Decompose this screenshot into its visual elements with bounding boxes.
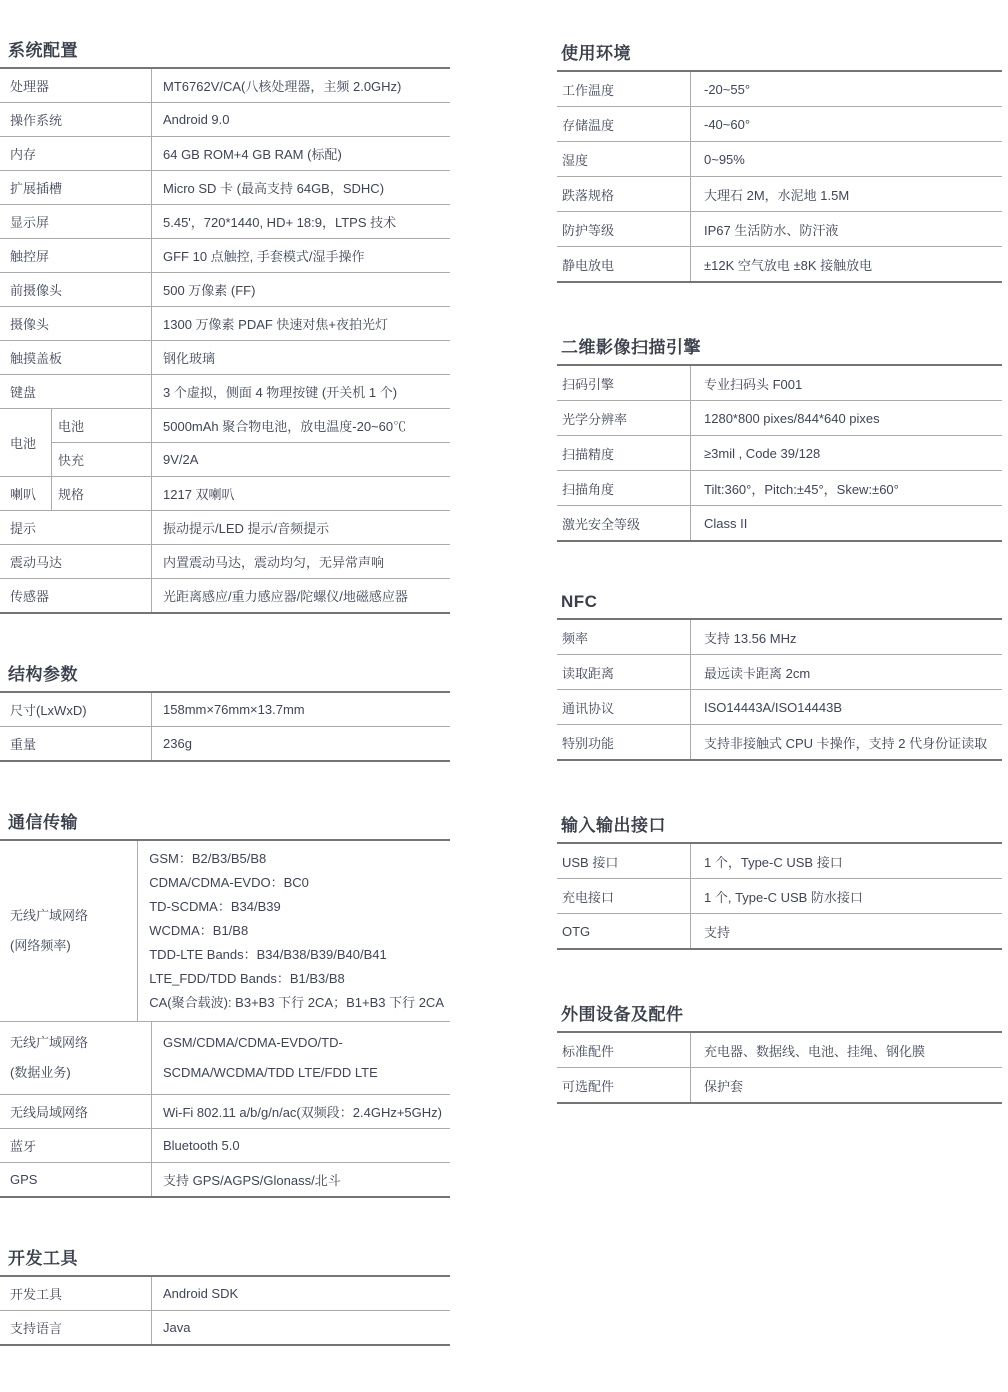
- spec-label: 触控屏: [0, 239, 152, 272]
- spec-row: [0, 171, 450, 205]
- spec-label: 触摸盖板: [0, 341, 152, 374]
- spec-value: 500 万像素 (FF): [163, 283, 256, 298]
- spec-value: 1 个, Type-C USB 防水接口: [704, 889, 863, 905]
- spec-label: 传感器: [0, 579, 152, 612]
- spec-label: 前摄像头: [0, 273, 152, 306]
- spec-value: ISO14443A/ISO14443B: [704, 699, 843, 715]
- spec-value: Micro SD 卡 (最高支持 64GB，SDHC): [163, 181, 385, 196]
- spec-table: [557, 366, 1002, 542]
- spec-label: 扩展插槽: [0, 171, 152, 204]
- spec-row: [557, 655, 1002, 690]
- spec-subrow: [52, 409, 450, 443]
- spec-value: GFF 10 点触控, 手套模式/湿手操作: [163, 249, 365, 264]
- spec-row: [0, 1022, 450, 1095]
- spec-row: [0, 1129, 450, 1163]
- spec-text-line: 无线广域网络: [10, 908, 89, 923]
- spec-row: [557, 914, 1002, 948]
- spec-text-line: (数据业务): [10, 1065, 71, 1080]
- spec-value: 1217 双喇叭: [163, 487, 235, 502]
- spec-label: 电池: [52, 409, 152, 442]
- spec-row: [0, 307, 450, 341]
- spec-row-group: [0, 477, 450, 511]
- spec-table: [557, 844, 1002, 950]
- spec-text-line: LTE_FDD/TDD Bands：B1/B3/B8: [149, 971, 345, 986]
- spec-row: [0, 511, 450, 545]
- spec-value: 支持: [704, 924, 731, 940]
- spec-value: [152, 1022, 450, 1094]
- spec-row: [0, 69, 450, 103]
- spec-label: 防护等级: [557, 212, 691, 246]
- spec-section: [557, 592, 1002, 761]
- spec-subrow: [52, 443, 450, 476]
- spec-row: [557, 247, 1002, 281]
- spec-label: 通讯协议: [557, 690, 691, 724]
- spec-text-line: CA(聚合载波): B3+B3 下行 2CA；B1+B3 下行 2CA: [149, 995, 444, 1010]
- spec-value: 236g: [163, 736, 192, 751]
- section-title: 开发工具: [0, 1244, 450, 1277]
- spec-table: [557, 1033, 1002, 1104]
- spec-section: [557, 811, 1002, 950]
- spec-value: 大理石 2M，水泥地 1.5M: [704, 187, 850, 203]
- spec-value: 光距离感应/重力感应器/陀螺仪/地磁感应器: [163, 589, 408, 604]
- spec-row: [557, 107, 1002, 142]
- spec-label: 显示屏: [0, 205, 152, 238]
- section-title: 通信传输: [0, 808, 450, 841]
- spec-row: [557, 725, 1002, 759]
- spec-label: 尺寸(LxWxD): [0, 693, 152, 726]
- spec-section: [557, 39, 1002, 283]
- spec-column-left: [0, 0, 450, 1392]
- section-title: 输入输出接口: [557, 811, 1002, 844]
- spec-subrows: [52, 409, 450, 476]
- spec-value: 5000mAh 聚合物电池，放电温度-20~60℃: [163, 419, 407, 434]
- spec-row: [0, 727, 450, 760]
- spec-value: Tilt:360°，Pitch:±45°，Skew:±60°: [704, 481, 899, 497]
- spec-table: [0, 1277, 450, 1346]
- spec-label: 光学分辨率: [557, 401, 691, 435]
- spec-table: [557, 620, 1002, 761]
- spec-value: Bluetooth 5.0: [163, 1138, 240, 1153]
- spec-label: 操作系统: [0, 103, 152, 136]
- spec-value: -40~60°: [704, 116, 751, 132]
- spec-section: [0, 36, 450, 614]
- spec-value: MT6762V/CA(八核处理器，主频 2.0GHz): [163, 79, 402, 94]
- spec-row: [0, 205, 450, 239]
- spec-label: 摄像头: [0, 307, 152, 340]
- spec-group-label: 电池: [0, 409, 52, 476]
- section-title: 结构参数: [0, 660, 450, 693]
- spec-label: 支持语言: [0, 1311, 152, 1344]
- spec-value: 0~95%: [704, 151, 745, 167]
- spec-value: 支持 GPS/AGPS/Glonass/北斗: [163, 1173, 341, 1188]
- spec-subrow: [52, 477, 450, 510]
- spec-label: 频率: [557, 620, 691, 654]
- spec-value: Wi-Fi 802.11 a/b/g/n/ac(双频段：2.4GHz+5GHz): [163, 1105, 442, 1120]
- spec-table: [0, 69, 450, 614]
- spec-text-line: WCDMA：B1/B8: [149, 923, 249, 938]
- spec-group-label: 喇叭: [0, 477, 52, 510]
- spec-section: [0, 660, 450, 762]
- spec-table: [0, 841, 450, 1198]
- spec-value: 充电器、数据线、电池、挂绳、钢化膜: [704, 1043, 926, 1059]
- spec-label: 可选配件: [557, 1068, 691, 1102]
- spec-value: 内置震动马达，震动均匀，无异常声响: [163, 555, 385, 570]
- spec-label: 扫描角度: [557, 471, 691, 505]
- spec-label: 蓝牙: [0, 1129, 152, 1162]
- spec-row: [0, 1277, 450, 1311]
- spec-label: [0, 841, 138, 1021]
- spec-row: [557, 620, 1002, 655]
- spec-label: 重量: [0, 727, 152, 760]
- spec-label: 特别功能: [557, 725, 691, 759]
- spec-label: 处理器: [0, 69, 152, 102]
- spec-row: [557, 1068, 1002, 1102]
- spec-value: 钢化玻璃: [163, 351, 216, 366]
- spec-value: 最远读卡距离 2cm: [704, 665, 811, 681]
- spec-text-line: GSM：B2/B3/B5/B8: [149, 851, 267, 866]
- spec-row: [557, 212, 1002, 247]
- spec-row-group: [0, 409, 450, 477]
- spec-row: [0, 341, 450, 375]
- spec-label: 充电接口: [557, 879, 691, 913]
- spec-label: 存储温度: [557, 107, 691, 141]
- spec-row: [0, 1311, 450, 1344]
- spec-row: [0, 103, 450, 137]
- spec-value: 64 GB ROM+4 GB RAM (标配): [163, 147, 342, 162]
- spec-row: [0, 1163, 450, 1196]
- spec-label: 内存: [0, 137, 152, 170]
- spec-row: [557, 366, 1002, 401]
- spec-label: 扫描精度: [557, 436, 691, 470]
- spec-section: [0, 808, 450, 1198]
- spec-label: 开发工具: [0, 1277, 152, 1310]
- section-title: NFC: [557, 592, 1002, 620]
- spec-label: 快充: [52, 443, 152, 476]
- spec-label: [0, 1022, 152, 1094]
- spec-row: [0, 841, 450, 1022]
- spec-subrows: [52, 477, 450, 510]
- spec-column-right: [557, 0, 1002, 1154]
- spec-value: Java: [163, 1320, 191, 1335]
- spec-value: 支持非接触式 CPU 卡操作，支持 2 代身份证读取: [704, 735, 988, 751]
- spec-row: [557, 177, 1002, 212]
- spec-label: OTG: [557, 914, 691, 948]
- spec-row: [557, 72, 1002, 107]
- spec-row: [0, 239, 450, 273]
- spec-label: 无线局域网络: [0, 1095, 152, 1128]
- spec-row: [557, 471, 1002, 506]
- spec-value: 专业扫码头 F001: [704, 376, 803, 392]
- spec-label: USB 接口: [557, 844, 691, 878]
- spec-table: [0, 693, 450, 762]
- spec-value: 支持 13.56 MHz: [704, 630, 797, 646]
- spec-label: 规格: [52, 477, 152, 510]
- spec-label: 湿度: [557, 142, 691, 176]
- section-title: 外围设备及配件: [557, 1000, 1002, 1033]
- spec-label: 读取距离: [557, 655, 691, 689]
- spec-text-line: 无线广域网络: [10, 1035, 89, 1050]
- spec-value: 3 个虚拟，侧面 4 物理按键 (开关机 1 个): [163, 385, 398, 400]
- section-title: 系统配置: [0, 36, 450, 69]
- spec-text-line: GSM/CDMA/CDMA-EVDO/TD-: [163, 1035, 343, 1050]
- spec-section: [0, 1244, 450, 1346]
- spec-row: [0, 273, 450, 307]
- spec-label: 标准配件: [557, 1033, 691, 1067]
- spec-label: 静电放电: [557, 247, 691, 281]
- spec-value: 保护套: [704, 1078, 744, 1094]
- spec-row: [557, 1033, 1002, 1068]
- spec-label: 扫码引擎: [557, 366, 691, 400]
- spec-row: [0, 579, 450, 612]
- spec-row: [557, 436, 1002, 471]
- spec-label: 跌落规格: [557, 177, 691, 211]
- spec-table: [557, 72, 1002, 283]
- spec-label: GPS: [0, 1163, 152, 1196]
- spec-value: Android 9.0: [163, 112, 230, 127]
- section-title: 二维影像扫描引擎: [557, 333, 1002, 366]
- spec-value: Class II: [704, 515, 748, 531]
- spec-label: 工作温度: [557, 72, 691, 106]
- spec-row: [557, 142, 1002, 177]
- spec-label: 提示: [0, 511, 152, 544]
- spec-value: IP67 生活防水、防汗液: [704, 222, 839, 238]
- spec-value: 1300 万像素 PDAF 快速对焦+夜拍光灯: [163, 317, 389, 332]
- spec-value: ≥3mil , Code 39/128: [704, 445, 821, 461]
- spec-value: -20~55°: [704, 81, 751, 97]
- spec-value: 振动提示/LED 提示/音频提示: [163, 521, 330, 536]
- spec-value: 1280*800 pixes/844*640 pixes: [704, 410, 880, 426]
- spec-value: 9V/2A: [163, 452, 199, 467]
- spec-row: [0, 375, 450, 409]
- spec-row: [557, 506, 1002, 540]
- spec-section: [557, 1000, 1002, 1104]
- spec-row: [557, 401, 1002, 436]
- spec-row: [0, 545, 450, 579]
- spec-label: 激光安全等级: [557, 506, 691, 540]
- spec-row: [0, 1095, 450, 1129]
- spec-value: 158mm×76mm×13.7mm: [163, 702, 305, 717]
- spec-text-line: CDMA/CDMA-EVDO：BC0: [149, 875, 309, 890]
- spec-section: [557, 333, 1002, 542]
- spec-text-line: TDD-LTE Bands：B34/B38/B39/B40/B41: [149, 947, 387, 962]
- spec-row: [557, 844, 1002, 879]
- spec-value: ±12K 空气放电 ±8K 接触放电: [704, 257, 873, 273]
- spec-text-line: SCDMA/WCDMA/TDD LTE/FDD LTE: [163, 1065, 378, 1080]
- spec-value: 5.45'，720*1440, HD+ 18:9，LTPS 技术: [163, 215, 397, 230]
- spec-row: [0, 137, 450, 171]
- spec-value: 1 个，Type-C USB 接口: [704, 854, 843, 870]
- spec-label: 键盘: [0, 375, 152, 408]
- spec-row: [0, 693, 450, 727]
- spec-row: [557, 879, 1002, 914]
- section-title: 使用环境: [557, 39, 1002, 72]
- spec-text-line: (网络频率): [10, 938, 71, 953]
- spec-label: 震动马达: [0, 545, 152, 578]
- spec-text-line: TD-SCDMA：B34/B39: [149, 899, 281, 914]
- spec-value: [138, 841, 450, 1021]
- spec-value: Android SDK: [163, 1286, 239, 1301]
- spec-row: [557, 690, 1002, 725]
